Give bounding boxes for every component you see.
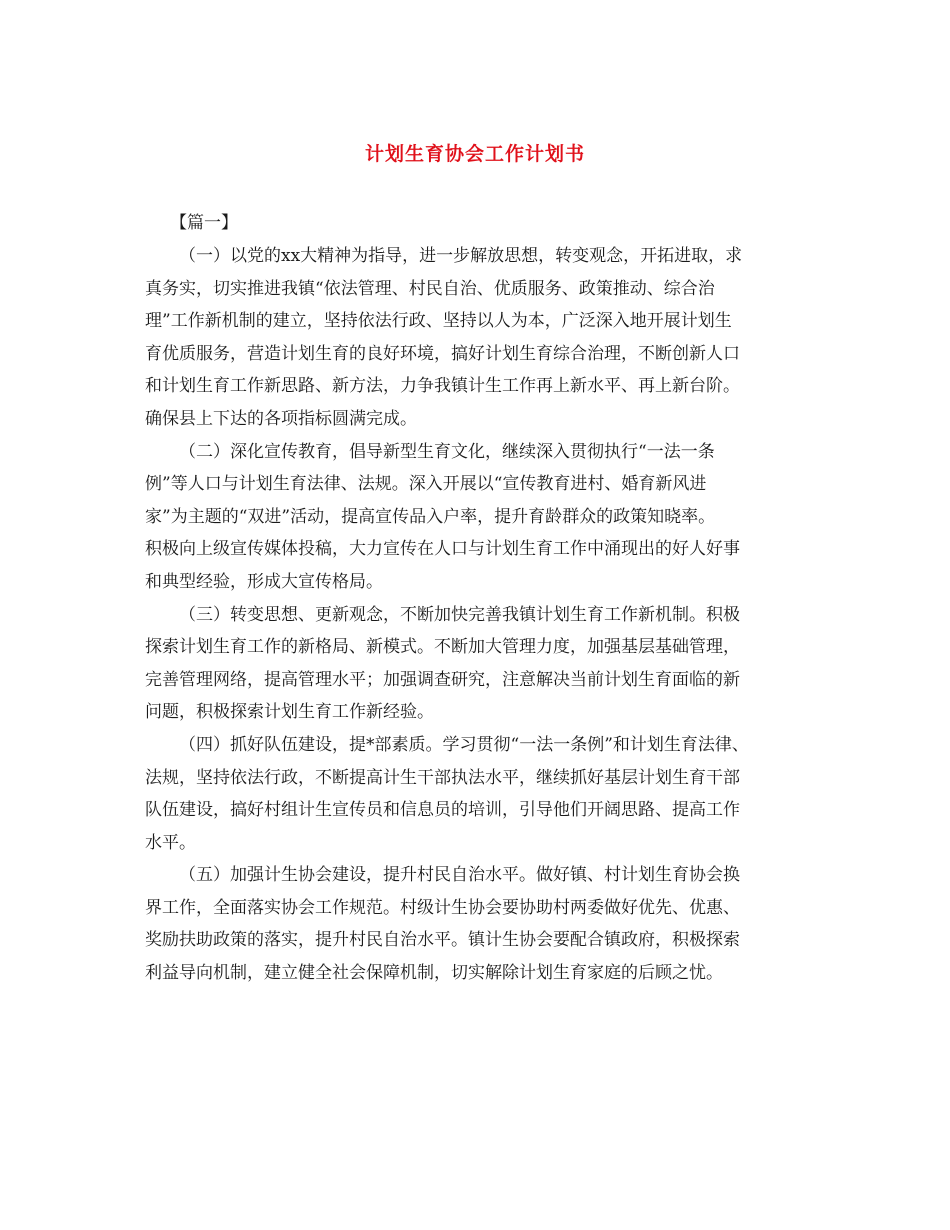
text-line: （五）加强计生协会建设，提升村民自治水平。做好镇、村计划生育协会换	[179, 865, 740, 886]
text-line: 探索计划生育工作的新格局、新模式。不断加大管理力度，加强基层基础管理，	[145, 637, 740, 658]
text-line: 利益导向机制，建立健全社会保障机制，切实解除计划生育家庭的后顾之忧。	[145, 963, 723, 984]
text-line: 水平。	[145, 832, 196, 853]
text-line: 家”为主题的“双进”活动，提高宣传品入户率，提升育龄群众的政策知晓率。	[145, 506, 716, 527]
text-line: 问题，积极探索计划生育工作新经验。	[145, 702, 434, 723]
text-line: 真务实，切实推进我镇“依法管理、村民自治、优质服务、政策推动、综合治	[145, 278, 715, 299]
text-line: 和典型经验，形成大宣传格局。	[145, 571, 383, 592]
paragraph-3	[145, 599, 811, 729]
text-line: 确保县上下达的各项指标圆满完成。	[145, 408, 417, 429]
text-line: 界工作，全面落实协会工作规范。村级计生协会要协助村两委做好优先、优惠、	[145, 897, 740, 918]
paragraph-5	[145, 859, 811, 989]
text-line: 积极向上级宣传媒体投稿，大力宣传在人口与计划生育工作中涌现出的好人好事	[145, 539, 740, 560]
text-line: 队伍建设，搞好村组计生宣传员和信息员的培训，引导他们开阔思路、提高工作	[145, 800, 740, 821]
text-line: （一）以党的xx大精神为指导，进一步解放思想，转变观念，开拓进取，求	[179, 246, 743, 266]
section-label: 【篇一】	[170, 213, 238, 233]
text-line: 法规，坚持依法行政，不断提高计生干部执法水平，继续抓好基层计划生育干部	[145, 767, 740, 788]
text-line: 育优质服务，营造计划生育的良好环境，搞好计划生育综合治理，不断创新人口	[145, 343, 740, 364]
text-line: 理”工作新机制的建立，坚持依法行政、坚持以人为本，广泛深入地开展计划生	[145, 311, 732, 332]
text-line: （四）抓好队伍建设，提*部素质。学习贯彻“一法一条例”和计划生育法律、	[179, 734, 749, 755]
text-line: 完善管理网络，提高管理水平；加强调查研究，注意解决当前计划生育面临的新	[145, 669, 740, 690]
document-title: 计划生育协会工作计划书	[364, 143, 585, 165]
document-body	[145, 240, 811, 990]
text-line: 奖励扶助政策的落实，提升村民自治水平。镇计生协会要配合镇政府，积极探索	[145, 930, 740, 951]
text-line: 例”等人口与计划生育法律、法规。深入开展以“宣传教育进村、婚育新风进	[145, 474, 707, 495]
text-line: 和计划生育工作新思路、新方法，力争我镇计生工作再上新水平、再上新台阶。	[145, 376, 740, 397]
text-line: （三）转变思想、更新观念，不断加快完善我镇计划生育工作新机制。积极	[179, 604, 740, 625]
paragraph-1	[145, 240, 811, 436]
paragraph-2	[145, 436, 811, 599]
text-line: （二）深化宣传教育，倡导新型生育文化，继续深入贯彻执行“一法一条	[179, 441, 715, 462]
paragraph-4	[145, 729, 811, 859]
